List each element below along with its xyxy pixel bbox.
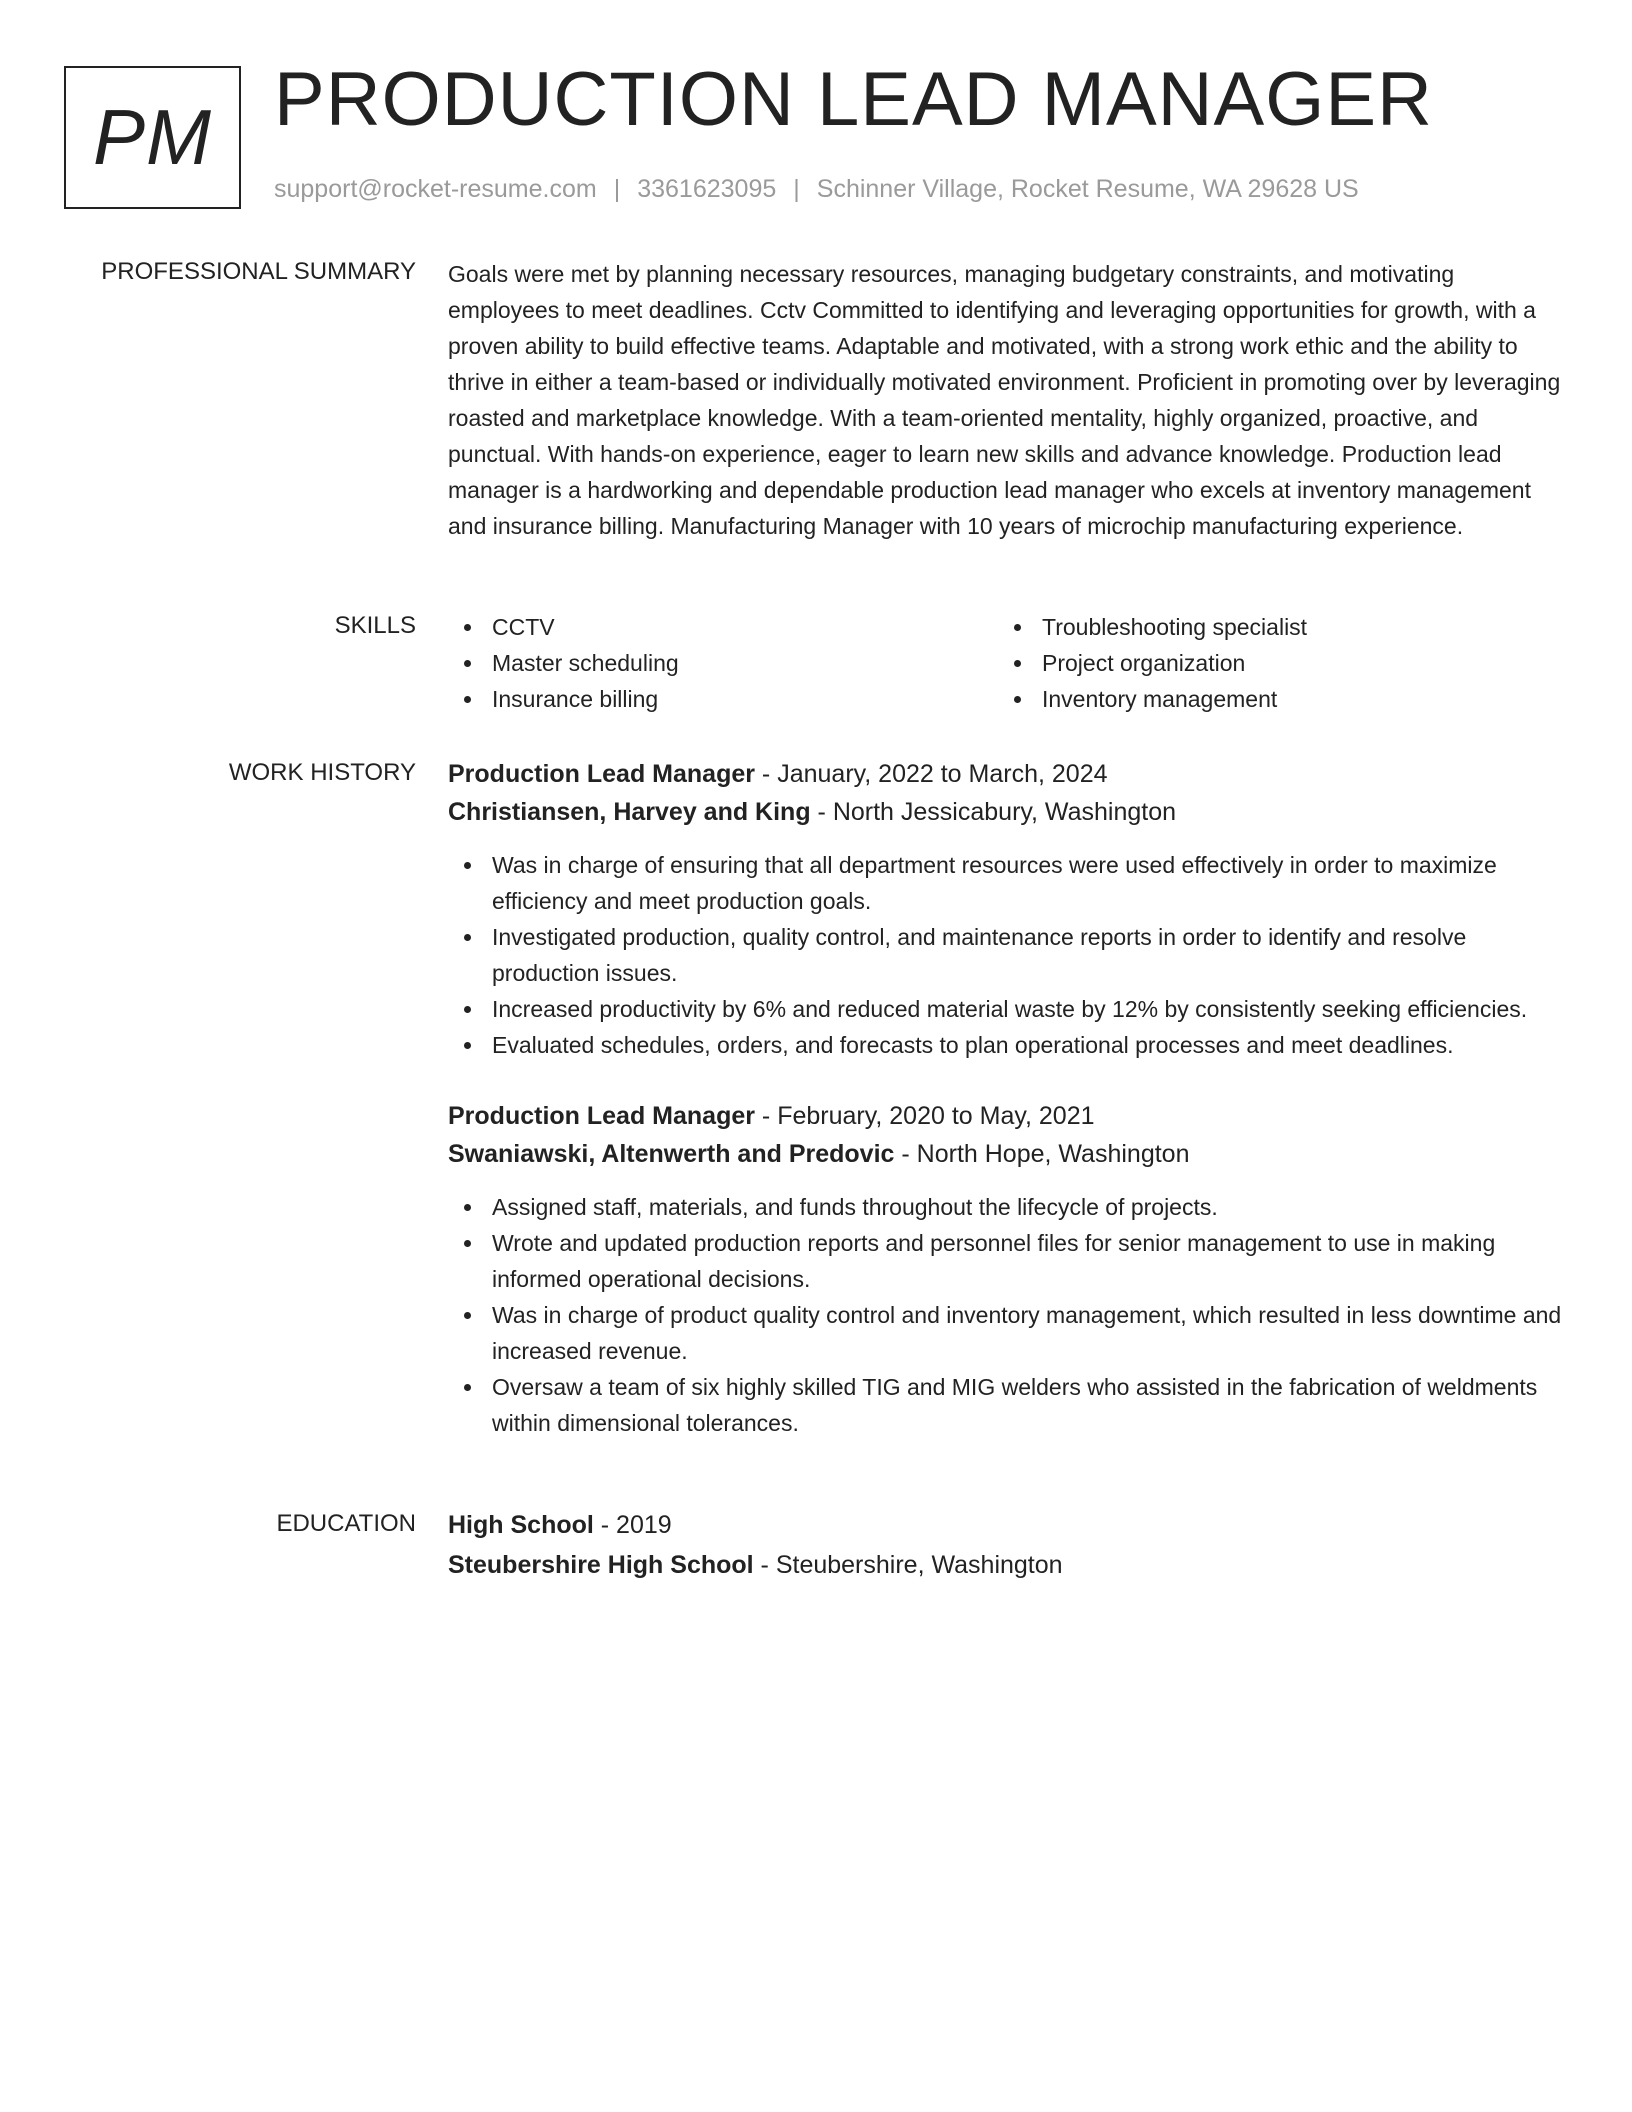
job-dates: - January, 2022 to March, 2024 <box>754 760 1108 788</box>
monogram-initials: PM <box>93 93 212 181</box>
skill-item: Master scheduling <box>448 645 998 681</box>
education-school: Steubershire High School <box>448 1551 754 1579</box>
job-company: Swaniawski, Altenwerth and Predovic <box>448 1140 895 1168</box>
resume-title: PRODUCTION LEAD MANAGER <box>274 57 1433 142</box>
skills-heading: SKILLS <box>334 612 416 639</box>
job-bullet: Was in charge of product quality control and inventory management, which resulted in less downtime and increased revenue. <box>448 1297 1566 1369</box>
job-bullet: Was in charge of ensuring that all department resources were used effectively in order to maximize efficiency and meet production goals. <box>448 847 1566 919</box>
job-bullet: Increased productivity by 6% and reduced material waste by 12% by consistently seeking efficiencies. <box>448 991 1566 1027</box>
job-bullet: Evaluated schedules, orders, and forecasts to plan operational processes and meet deadlines. <box>448 1027 1566 1063</box>
job-company: Christiansen, Harvey and King <box>448 798 811 826</box>
job-company-line <box>448 1135 1566 1173</box>
work-history-heading: WORK HISTORY <box>228 759 416 786</box>
job-dates: - February, 2020 to May, 2021 <box>754 1102 1095 1130</box>
skill-item: Troubleshooting specialist <box>998 609 1548 645</box>
skill-item: Insurance billing <box>448 681 998 717</box>
contact-line <box>274 175 1359 204</box>
job-bullets <box>448 847 1566 1063</box>
contact-email[interactable]: support@rocket-resume.com <box>274 175 597 203</box>
education-entry <box>448 1506 1566 1584</box>
skill-item: CCTV <box>448 609 998 645</box>
education-school-line <box>448 1546 1566 1584</box>
job-entry <box>448 755 1566 1063</box>
job-company-line <box>448 793 1566 831</box>
education-heading: EDUCATION <box>276 1510 416 1537</box>
contact-separator: | <box>793 175 800 203</box>
contact-phone[interactable]: 3361623095 <box>637 175 777 203</box>
job-location: - North Jessicabury, Washington <box>810 798 1177 826</box>
job-title: Production Lead Manager <box>448 1102 755 1130</box>
job-title: Production Lead Manager <box>448 760 755 788</box>
job-bullet: Assigned staff, materials, and funds throughout the lifecycle of projects. <box>448 1189 1566 1225</box>
education-degree: High School <box>448 1511 594 1539</box>
job-bullet: Wrote and updated production reports and personnel files for senior management to use in making informed operational decisions. <box>448 1225 1566 1297</box>
contact-address: Schinner Village, Rocket Resume, WA 29628 US <box>816 175 1359 203</box>
job-entry <box>448 1097 1566 1441</box>
job-location: - North Hope, Washington <box>894 1140 1190 1168</box>
education-location: - Steubershire, Washington <box>753 1551 1063 1579</box>
job-title-line <box>448 1097 1566 1135</box>
summary-heading: PROFESSIONAL SUMMARY <box>101 258 416 285</box>
job-bullet: Investigated production, quality control, and maintenance reports in order to identify and resolve production issues. <box>448 919 1566 991</box>
summary-text: Goals were met by planning necessary resources, managing budgetary constraints, and motivating employees to meet deadlines. Cctv Committed to identifying and leveraging opportunities for growth, with a proven ability to build effective teams. Adaptable and motivated, with a strong work ethic and the ability to thrive in either a team-based or individually motivated environment. Proficient in promoting over by leveraging roasted and marketplace knowledge. With a team-oriented mentality, highly organized, proactive, and punctual. With hands-on experience, eager to learn new skills and advance knowledge. Production lead manager is a hardworking and dependable production lead manager who excels at inventory management and insurance billing. Manufacturing Manager with 10 years of microchip manufacturing experience. <box>448 261 1561 539</box>
skill-item: Project organization <box>998 645 1548 681</box>
job-bullets <box>448 1189 1566 1441</box>
contact-separator: | <box>613 175 621 203</box>
monogram-box <box>64 66 241 209</box>
education-year: - 2019 <box>593 1511 672 1539</box>
work-history <box>448 755 1566 1441</box>
skills-list <box>448 609 1566 717</box>
job-title-line <box>448 755 1566 793</box>
job-bullet: Oversaw a team of six highly skilled TIG and MIG welders who assisted in the fabrication of weldments within dimensional tolerances. <box>448 1369 1566 1441</box>
skill-item: Inventory management <box>998 681 1548 717</box>
education-degree-line <box>448 1506 1566 1544</box>
